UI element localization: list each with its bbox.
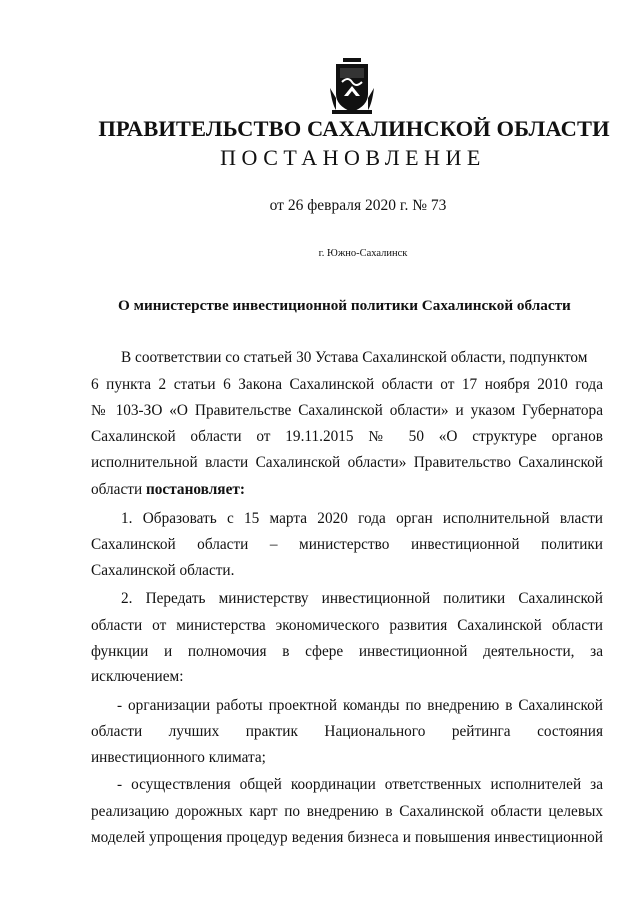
document-city: г. Южно-Сахалинск <box>318 248 408 259</box>
preamble-line: Сахалинской области от 19.11.2015 № 50 «О структуре органов <box>91 428 603 445</box>
sakhalin-coat-of-arms-icon <box>328 58 376 116</box>
document-kind: ПОСТАНОВЛЕНИЕ <box>220 145 486 170</box>
exception-2-line: - осуществления общей координации ответственных исполнителей за <box>117 776 603 793</box>
item-2-line: функции и полномочия в сфере инвестиционной деятельности, за <box>91 643 603 660</box>
exception-1-line: инвестиционного климата; <box>91 749 266 766</box>
item-1-line: 1. Образовать с 15 марта 2020 года орган исполнительной власти <box>121 510 603 527</box>
item-2-line: 2. Передать министерству инвестиционной политики Сахалинской <box>121 590 603 607</box>
preamble-last-word: области <box>91 481 143 498</box>
item-1-line: Сахалинской области – министерство инвестиционной политики <box>91 536 603 553</box>
preamble-last-line <box>91 481 245 499</box>
item-2-line: исключением: <box>91 668 184 685</box>
document-date-number: от 26 февраля 2020 г. № 73 <box>269 197 447 214</box>
item-2-line: области от министерства экономического развития Сахалинской области <box>91 617 603 634</box>
exception-1-line: области лучших практик Национального рейтинга состояния <box>91 723 603 740</box>
exception-1-line: - организации работы проектной команды по внедрению в Сахалинской <box>117 697 603 714</box>
exception-2-line: моделей упрощения процедур ведения бизнеса и повышения инвестиционной <box>91 829 603 846</box>
preamble-line: 6 пункта 2 статьи 6 Закона Сахалинской области от 17 ноября 2010 года <box>91 376 603 393</box>
preamble-line: № 103-ЗО «О Правительстве Сахалинской области» и указом Губернатора <box>91 402 603 419</box>
preamble-line: В соответствии со статьей 30 Устава Сахалинской области, подпунктом <box>121 349 588 366</box>
preamble-line: исполнительной власти Сахалинской области» Правительство Сахалинской <box>91 454 603 471</box>
exception-2-line: реализацию дорожных карт по внедрению в Сахалинской области целевых <box>91 803 603 820</box>
government-title: ПРАВИТЕЛЬСТВО САХАЛИНСКОЙ ОБЛАСТИ <box>98 116 610 141</box>
resolves-word: постановляет: <box>145 481 245 498</box>
item-1-line: Сахалинской области. <box>91 562 235 579</box>
document-subject: О министерстве инвестиционной политики Сахалинской области <box>118 297 571 314</box>
